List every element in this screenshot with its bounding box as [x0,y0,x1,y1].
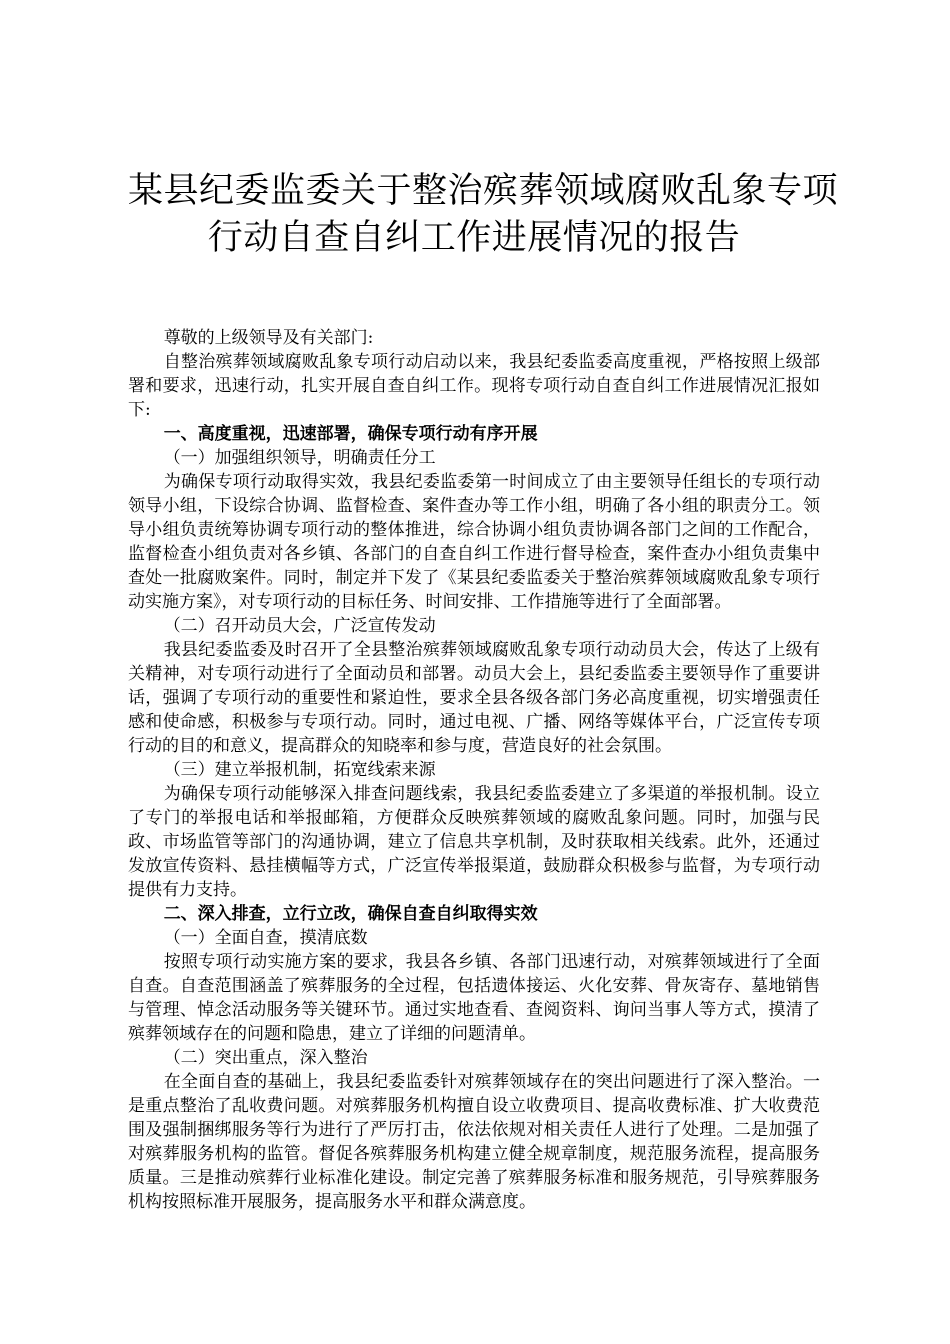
section-1-3-paragraph: 为确保专项行动能够深入排查问题线索，我县纪委监委建立了多渠道的举报机制。设立了专门的举报电话和举报邮箱，方便群众反映殡葬领域的腐败乱象问题。同时，加强与民政、市场监管等部门的沟通协调，建立了信息共享机制，及时获取相关线索。此外，还通过发放宣传资料、悬挂横幅等方式，广泛宣传举报渠道，鼓励群众积极参与监督，为专项行动提供有力支持。 [128,784,820,900]
document-page [128,168,839,1214]
section-1-2-heading: （二）召开动员大会，广泛宣传发动 [163,616,436,636]
section-2-1-paragraph: 按照专项行动实施方案的要求，我县各乡镇、各部门迅速行动，对殡葬领域进行了全面自查。自查范围涵盖了殡葬服务的全过程，包括遗体接运、火化安葬、骨灰寄存、墓地销售与管理、悼念活动服务等关键环节。通过实地查看、查阅资料、询问当事人等方式，摸清了殡葬领域存在的问题和隐患，建立了详细的问题清单。 [128,952,820,1044]
section-1-1-heading: （一）加强组织领导，明确责任分工 [163,448,436,468]
section-2-1-heading: （一）全面自查，摸清底数 [163,928,368,948]
section-1-2-paragraph: 我县纪委监委及时召开了全县整治殡葬领域腐败乱象专项行动动员大会，传达了上级有关精神，对专项行动进行了全面动员和部署。动员大会上，县纪委监委主要领导作了重要讲话，强调了专项行动的重要性和紧迫性，要求全县各级各部门务必高度重视，切实增强责任感和使命感，积极参与专项行动。同时，通过电视、广播、网络等媒体平台，广泛宣传专项行动的目的和意义，提高群众的知晓率和参与度，营造良好的社会氛围。 [128,640,820,756]
section-2-2-paragraph: 在全面自查的基础上，我县纪委监委针对殡葬领域存在的突出问题进行了深入整治。一是重点整治了乱收费问题。对殡葬服务机构擅自设立收费项目、提高收费标准、扩大收费范围及强制捆绑服务等行为进行了严厉打击，依法依规对相关责任人进行了处理。二是加强了对殡葬服务机构的监管。督促各殡葬服务机构建立健全规章制度，规范服务流程，提高服务质量。三是推动殡葬行业标准化建设。制定完善了殡葬服务标准和服务规范，引导殡葬服务机构按照标准开展服务，提高服务水平和群众满意度。 [128,1072,820,1212]
section-2-2-heading: （二）突出重点，深入整治 [163,1048,368,1068]
document-title [128,168,839,262]
section-2-heading: 二、深入排查，立行立改，确保自查自纠取得实效 [163,904,538,924]
section-1-heading: 一、高度重视，迅速部署，确保专项行动有序开展 [163,424,538,444]
intro-paragraph: 自整治殡葬领域腐败乱象专项行动启动以来，我县纪委监委高度重视，严格按照上级部署和要求，迅速行动，扎实开展自查自纠工作。现将专项行动自查自纠工作进展情况汇报如下: [128,352,820,420]
salutation: 尊敬的上级领导及有关部门: [163,328,374,348]
title-line-2: 行动自查自纠工作进展情况的报告 [207,218,741,258]
section-1-1-paragraph: 为确保专项行动取得实效，我县纪委监委第一时间成立了由主要领导任组长的专项行动领导小组，下设综合协调、监督检查、案件查办等工作小组，明确了各小组的职责分工。领导小组负责统筹协调专项行动的整体推进，综合协调小组负责协调各部门之间的工作配合，监督检查小组负责对各乡镇、各部门的自查自纠工作进行督导检查，案件查办小组负责集中查处一批腐败案件。同时，制定并下发了《某县纪委监委关于整治殡葬领域腐败乱象专项行动实施方案》，对专项行动的目标任务、时间安排、工作措施等进行了全面部署。 [128,472,820,612]
document-body [128,326,820,1214]
title-line-1: 某县纪委监委关于整治殡葬领域腐败乱象专项 [128,171,839,211]
section-1-3-heading: （三）建立举报机制，拓宽线索来源 [163,760,436,780]
